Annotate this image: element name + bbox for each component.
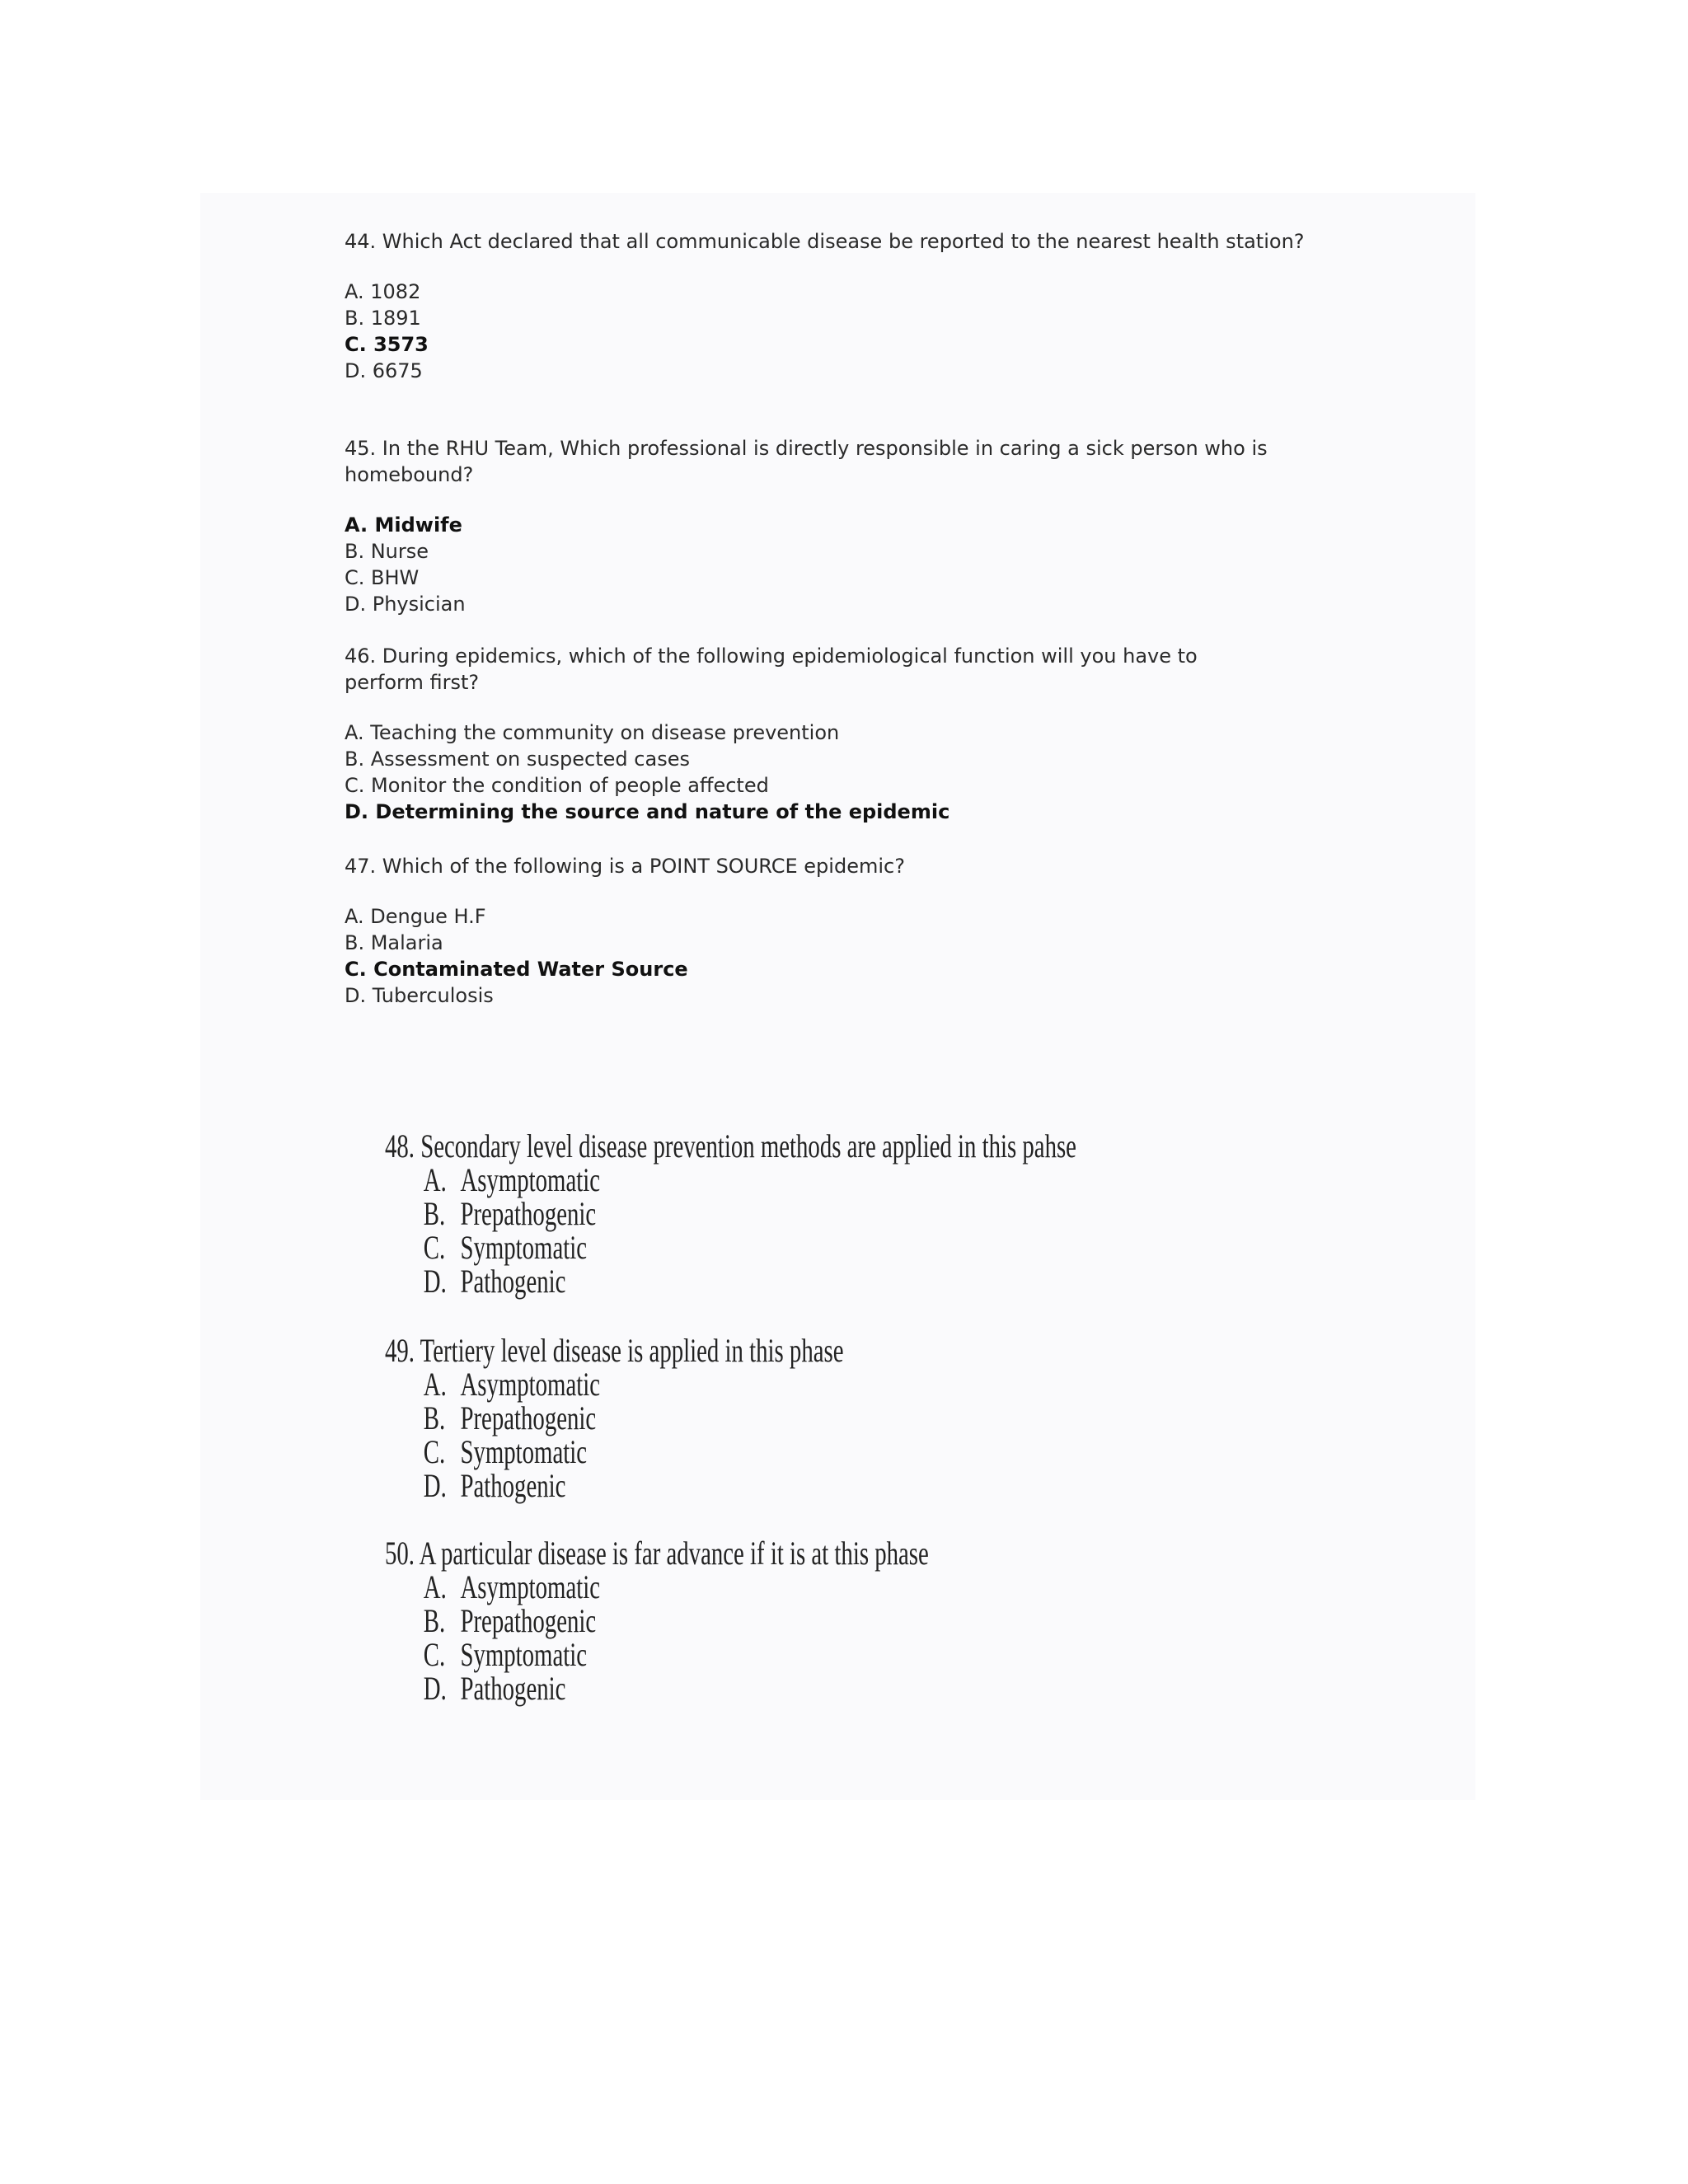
option-b: B. 1891 — [345, 307, 421, 330]
option-letter: A. — [423, 1366, 447, 1403]
option-c — [385, 1435, 844, 1469]
option-letter: B. — [423, 1195, 446, 1232]
option-b — [385, 1604, 929, 1638]
option-c-correct: C. 3573 — [345, 333, 429, 356]
option-text: Pathogenic — [460, 1263, 566, 1300]
option-d — [385, 1264, 1076, 1298]
question-text: 48. Secondary level disease prevention methods are applied in this pahse — [385, 1127, 1076, 1165]
option-a — [385, 1367, 844, 1401]
option-b: B. Nurse — [345, 540, 429, 563]
option-b — [385, 1197, 1076, 1230]
option-d: D. 6675 — [345, 359, 423, 382]
option-a-correct: A. Midwife — [345, 513, 462, 537]
option-d: D. Tuberculosis — [345, 984, 494, 1007]
option-c: C. Monitor the condition of people affected — [345, 774, 769, 797]
question-text: 47. Which of the following is a POINT SOURCE epidemic? — [345, 855, 905, 878]
option-d — [385, 1469, 844, 1502]
option-text: Pathogenic — [460, 1670, 566, 1707]
option-letter: C. — [423, 1636, 446, 1673]
question-45 — [345, 435, 1317, 617]
option-d-correct: D. Determining the source and nature of the epidemic — [345, 800, 950, 823]
question-48 — [385, 1129, 1076, 1298]
option-text: Asymptomatic — [460, 1366, 601, 1403]
option-letter: A. — [423, 1161, 447, 1198]
option-c: C. BHW — [345, 566, 420, 589]
option-text: Prepathogenic — [460, 1602, 597, 1639]
option-a: A. Dengue H.F — [345, 905, 486, 928]
question-text: 49. Tertiery level disease is applied in this phase — [385, 1332, 844, 1369]
question-46 — [345, 643, 1268, 825]
option-b — [385, 1401, 844, 1435]
option-text: Symptomatic — [460, 1433, 588, 1470]
option-a — [385, 1163, 1076, 1197]
option-a: A. 1082 — [345, 280, 421, 303]
question-text: 46. During epidemics, which of the following epidemiological function will you have to perform first? — [345, 644, 1198, 694]
question-49 — [385, 1333, 844, 1502]
option-d — [385, 1671, 929, 1705]
option-text: Asymptomatic — [460, 1568, 601, 1605]
option-text: Prepathogenic — [460, 1195, 597, 1232]
option-letter: B. — [423, 1602, 446, 1639]
question-text: 44. Which Act declared that all communicable disease be reported to the nearest health station? — [345, 230, 1305, 253]
option-c — [385, 1230, 1076, 1264]
question-text: 50. A particular disease is far advance if it is at this phase — [385, 1535, 929, 1572]
option-letter: A. — [423, 1568, 447, 1605]
option-d: D. Physician — [345, 593, 466, 616]
option-a — [385, 1570, 929, 1604]
option-letter: D. — [423, 1467, 447, 1504]
option-letter: C. — [423, 1229, 446, 1266]
option-text: Pathogenic — [460, 1467, 566, 1504]
option-text: Asymptomatic — [460, 1161, 601, 1198]
question-47 — [345, 853, 1317, 1009]
option-letter: D. — [423, 1670, 447, 1707]
option-c — [385, 1638, 929, 1671]
question-44 — [345, 228, 1317, 384]
option-text: Symptomatic — [460, 1636, 588, 1673]
option-c-correct: C. Contaminated Water Source — [345, 958, 688, 981]
option-text: Prepathogenic — [460, 1399, 597, 1436]
option-letter: B. — [423, 1399, 446, 1436]
option-letter: C. — [423, 1433, 446, 1470]
question-50 — [385, 1536, 929, 1705]
question-text: 45. In the RHU Team, Which professional is directly responsible in caring a sick person who is homebound? — [345, 437, 1268, 486]
option-letter: D. — [423, 1263, 447, 1300]
option-text: Symptomatic — [460, 1229, 588, 1266]
option-b: B. Assessment on suspected cases — [345, 748, 690, 771]
option-b: B. Malaria — [345, 931, 443, 954]
option-a: A. Teaching the community on disease prevention — [345, 721, 840, 744]
